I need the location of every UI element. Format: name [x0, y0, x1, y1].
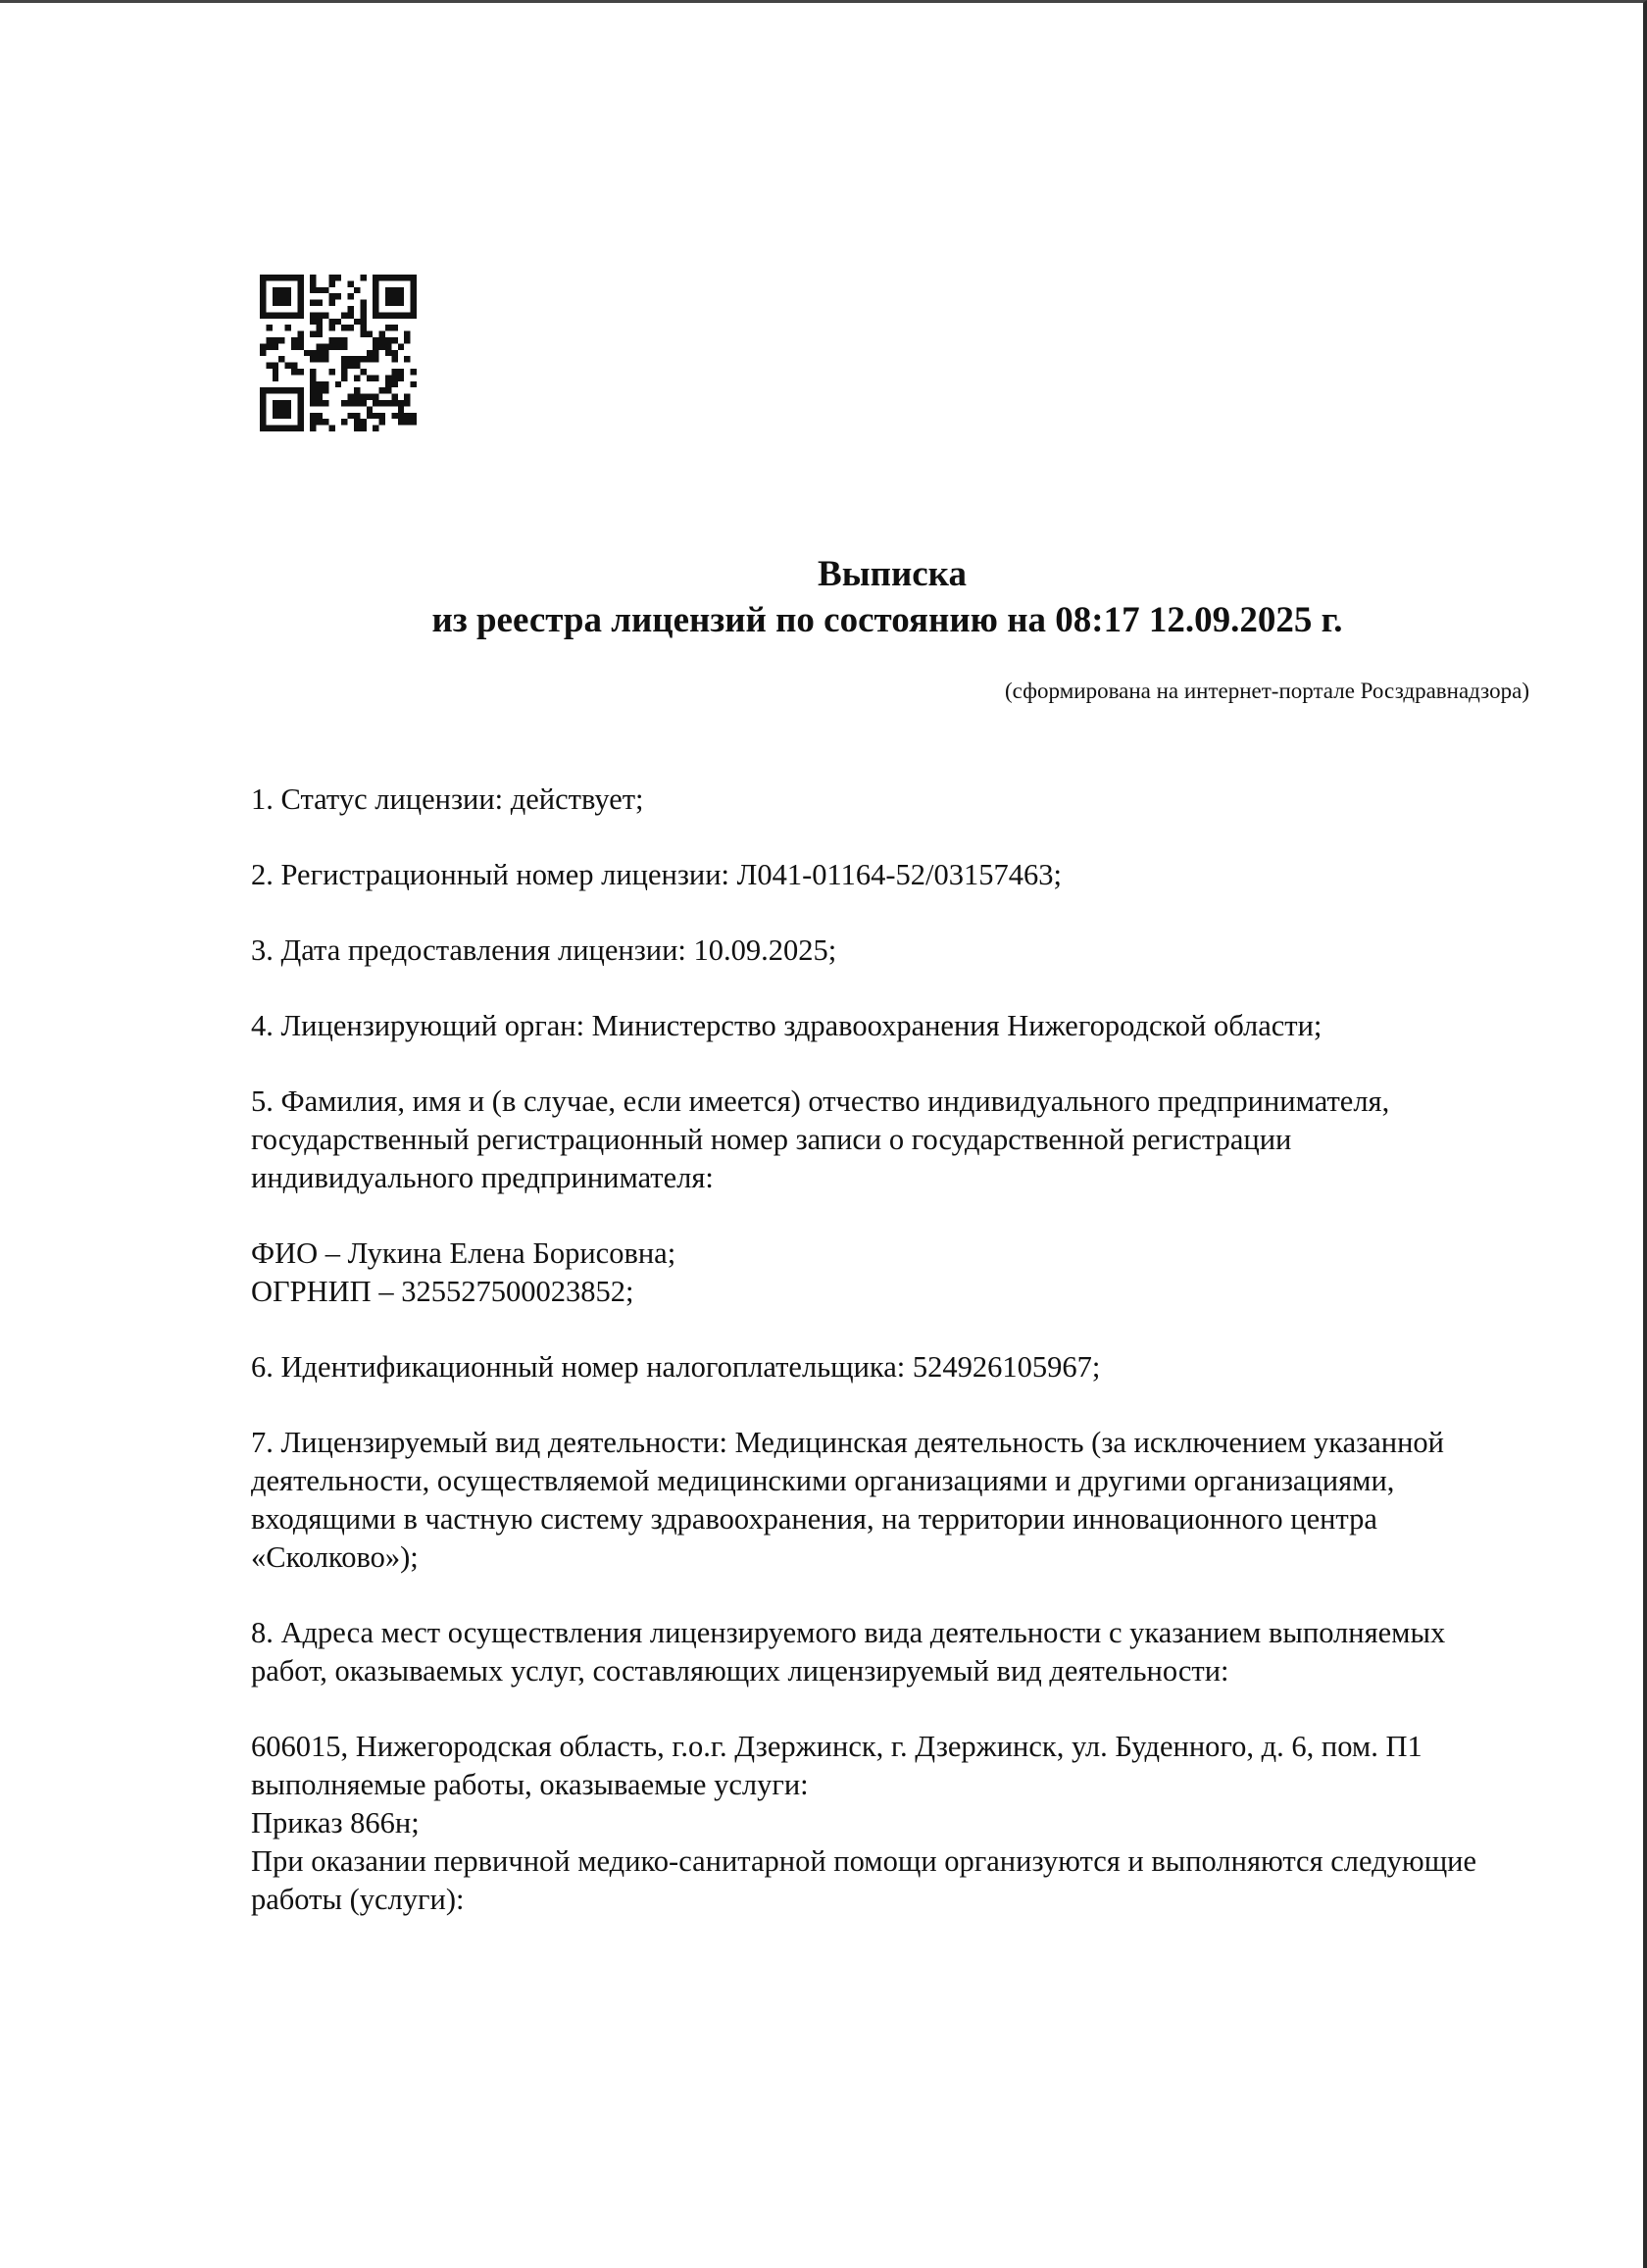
address-line: 606015, Нижегородская область, г.о.г. Дзержинск, г. Дзержинск, ул. Буденного, д. 6, пом. П1 [251, 1730, 1422, 1763]
activity-line: входящими в частную систему здравоохранения, на территории инновационного центра [251, 1502, 1377, 1536]
entrepreneur-heading-line: 5. Фамилия, имя и (в случае, если имеется) отчество индивидуального предпринимателя, [251, 1084, 1390, 1118]
entrepreneur-heading-line: индивидуального предпринимателя: [251, 1161, 714, 1194]
entrepreneur-ogrnip: ОГРНИП – 325527500023852; [251, 1275, 634, 1308]
entrepreneur-fio: ФИО – Лукина Елена Борисовна; [251, 1236, 676, 1270]
license-status: 1. Статус лицензии: действует; [251, 782, 644, 816]
address-line: выполняемые работы, оказываемые услуги: [251, 1768, 809, 1801]
activity-line: деятельности, осуществляемой медицинскими организациями и другими организациями, [251, 1464, 1395, 1497]
addresses-heading-line: 8. Адреса мест осуществления лицензируемого вида деятельности с указанием выполняемых [251, 1616, 1446, 1649]
address-line: работы (услуги): [251, 1883, 465, 1916]
entrepreneur-heading-line: государственный регистрационный номер записи о государственной регистрации [251, 1123, 1292, 1156]
qr-code-icon [260, 275, 417, 431]
licensing-authority: 4. Лицензирующий орган: Министерство здравоохранения Нижегородской области; [251, 1009, 1323, 1042]
document-body [251, 781, 1486, 1919]
license-date: 3. Дата предоставления лицензии: 10.09.2025; [251, 933, 837, 967]
license-reg-number: 2. Регистрационный номер лицензии: Л041-01164-52/03157463; [251, 858, 1062, 891]
address-line: Приказ 866н; [251, 1806, 420, 1840]
activity-line: 7. Лицензируемый вид деятельности: Медицинская деятельность (за исключением указанной [251, 1426, 1444, 1459]
activity-line: «Сколково»); [251, 1540, 419, 1574]
source-note: (сформирована на интернет-портале Росздравнадзора) [1005, 679, 1529, 703]
address-line: При оказании первичной медико-санитарной помощи организуются и выполняются следующие [251, 1844, 1477, 1878]
addresses-heading-line: работ, оказываемых услуг, составляющих лицензируемый вид деятельности: [251, 1654, 1229, 1688]
taxpayer-inn: 6. Идентификационный номер налогоплательщика: 524926105967; [251, 1350, 1101, 1384]
